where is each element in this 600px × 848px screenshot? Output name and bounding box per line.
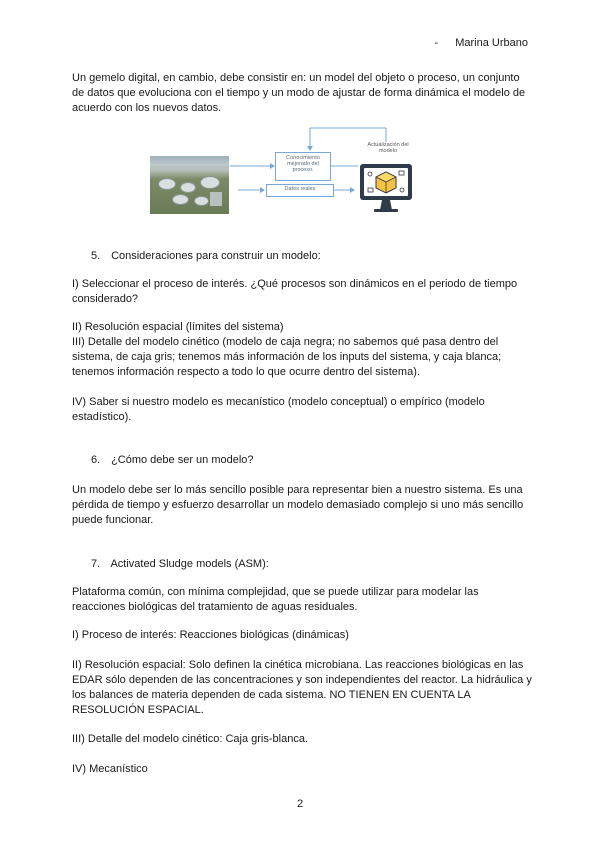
section-7-title: Activated Sludge models (ASM):: [110, 558, 269, 570]
computer-monitor-icon: [358, 162, 414, 214]
knowledge-box: Conocimiento mejorado del proceso.: [275, 152, 331, 181]
section-6-paragraph-1: Un modelo debe ser lo más sencillo posible para representar bien a nuestro sistema. Es una pérdida de tiempo y esfuerzo desarrollar un modelo demasiado complejo si uno más sencillo puede funcionar.: [72, 484, 524, 526]
section-5-title: Consideraciones para construir un modelo:: [111, 250, 321, 262]
section-6-heading: [91, 453, 254, 468]
section-7-heading: [91, 557, 269, 572]
section-7-paragraph-1: Plataforma común, con mínima complejidad, que se puede utilizar para modelar las reacciones biológicas del tratamiento de aguas residuales.: [72, 586, 479, 613]
section-7-paragraph-4: III) Detalle del modelo cinético: Caja gris-blanca.: [72, 733, 309, 745]
model-update-label: Actualización del modelo: [367, 142, 409, 154]
section-7-paragraph-2: I) Proceso de interés: Reacciones biológicas (dinámicas): [72, 629, 349, 641]
section-5-paragraph-2b: III) Detalle del modelo cinético (modelo de caja negra; no sabemos qué pasa dentro del sistema, de caja gris; tenemos más información de los inputs del sistema, y caja blanca; tenemos información respecto a todo lo que ocurre dentro del sistema).: [72, 336, 502, 378]
page-header: [435, 37, 529, 49]
section-5-heading: [91, 249, 321, 264]
section-6-title: ¿Cómo debe ser un modelo?: [111, 454, 254, 466]
digital-twin-diagram: [148, 126, 420, 222]
header-author: Marina Urbano: [455, 37, 528, 49]
header-dash: -: [434, 37, 439, 49]
real-data-box: Datos reales: [266, 184, 334, 197]
section-5-paragraph-3: IV) Saber si nuestro modelo es mecanístico (modelo conceptual) o empírico (modelo estadístico).: [72, 396, 485, 423]
section-5-number: 5.: [91, 250, 101, 262]
section-5-paragraph-2a: II) Resolución espacial (límites del sistema): [72, 321, 284, 333]
intro-paragraph: Un gemelo digital, en cambio, debe consistir en: un model del objeto o proceso, un conjunto de datos que evoluciona con el tiempo y un modo de ajustar de forma dinámica el modelo de acuerdo con los nuevos datos.: [72, 72, 526, 114]
section-7-number: 7.: [91, 558, 101, 570]
section-7-paragraph-3: II) Resolución espacial: Solo definen la cinética microbiana. Las reacciones biológicas en las EDAR sólo dependen de las concentraciones y son independientes del reactor. La hidráulica y los balances de materia dependen de cada sistema. NO TIENEN EN CUENTA LA RESOLUCIÓN ESPACIAL.: [72, 659, 532, 716]
page-number: 2: [296, 798, 304, 810]
section-5-paragraph-1: I) Seleccionar el proceso de interés. ¿Qué procesos son dinámicos en el periodo de tiempo considerado?: [72, 278, 518, 305]
section-7-paragraph-5: IV) Mecanístico: [72, 763, 148, 775]
section-6-number: 6.: [91, 454, 101, 466]
